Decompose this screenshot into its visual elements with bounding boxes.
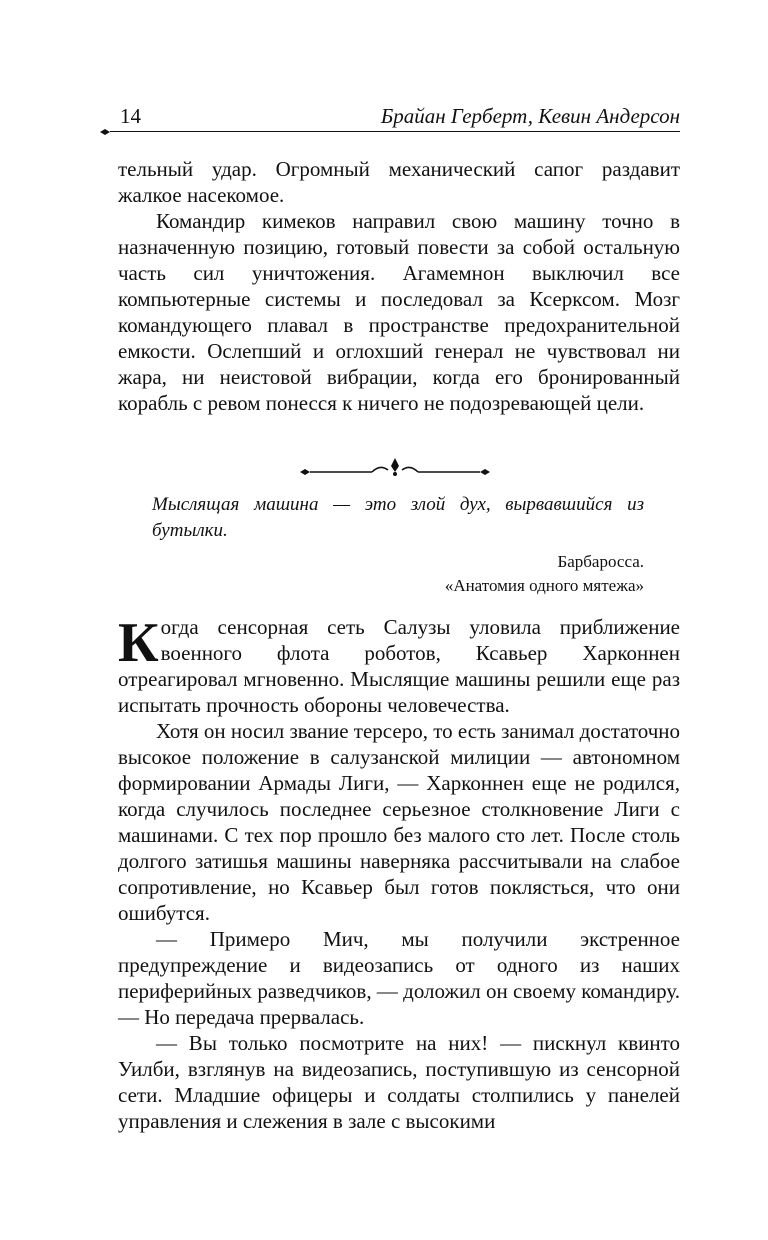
paragraph: Хотя он носил звание терсеро, то есть занимал достаточно высокое положение в салузанской милиции — автономном формировании Армады Лиги, — Харконнен еще не родился, когда случилось последнее серьезное столкновение Лиги с машинами. С тех пор прошло без малого сто лет. После столь долгого затишья машины наверняка рассчитывали на слабое сопротивление, но Ксавьер был готов поклясться, что они ошибутся. — [118, 719, 680, 925]
page-header — [100, 98, 680, 138]
paragraph: тельный удар. Огромный механический сапог раздавит жалкое насекомое. — [118, 157, 680, 207]
drop-cap: К — [118, 612, 159, 674]
epigraph-quote: Мыслящая машина — это злой дух, вырвавшийся из бутылки. — [152, 494, 644, 541]
paragraph: Командир кимеков направил свою машину точно в назначенную позицию, готовый повести за собой остальную часть сил уничтожения. Агамемнон выключил все компьютерные системы и последовал за Ксерксом. Мозг командующего плавал в пространстве предохранительной емкости. Ослепший и оглохший генерал не чувствовал ни жара, ни неистовой вибрации, когда его бронированный корабль с ревом понесся к ничего не подозревающей цели. — [118, 209, 680, 415]
running-title: Брайан Герберт, Кевин Андерсон — [380, 104, 680, 128]
section-divider-ornament-icon — [300, 452, 490, 482]
paragraph: — Примеро Мич, мы получили экстренное предупреждение и видеозапись от одного из наших периферийных разведчиков, — доложил он своему командиру. — Но передача прервалась. — [118, 927, 680, 1029]
opening-text: огда сенсорная сеть Салузы уловила приближение военного флота роботов, Ксавьер Харконнен отреагировал мгновенно. Мыслящие машины решили еще раз испытать прочность обороны человечества. — [118, 615, 680, 717]
text-block-2 — [118, 614, 680, 1134]
header-rule — [110, 131, 680, 132]
epigraph-author: Барбаросса. — [557, 552, 644, 571]
epigraph-source: «Анатомия одного мятежа» — [444, 576, 644, 595]
chapter-opening-paragraph — [118, 614, 680, 718]
rule-ornament-icon — [100, 127, 110, 137]
page-number: 14 — [120, 104, 141, 128]
text-block-1 — [118, 156, 680, 416]
paragraph: — Вы только посмотрите на них! — пискнул квинто Уилби, взглянув на видеозапись, поступившую из сенсорной сети. Младшие офицеры и солдаты столпились у панелей управления и слежения в зале с высокими — [118, 1031, 680, 1133]
